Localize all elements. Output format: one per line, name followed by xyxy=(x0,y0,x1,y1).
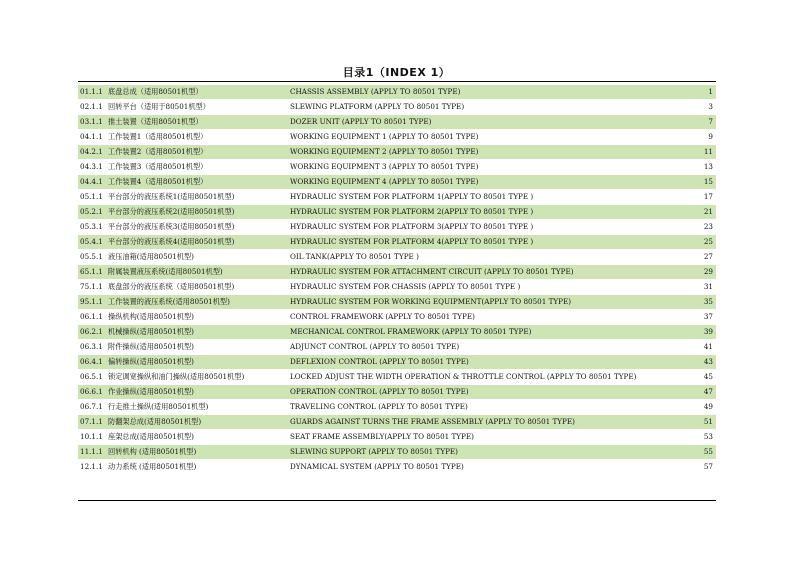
table-row[interactable] xyxy=(78,160,716,175)
entry-english-title: MECHANICAL CONTROL FRAMEWORK (APPLY TO 80501 TYPE) xyxy=(290,325,692,340)
entry-page-number: 49 xyxy=(692,400,716,415)
entry-chinese-title: 推土装置（适用80501机型） xyxy=(108,115,290,130)
entry-chinese-title: 偏转操纵(适用80501机型) xyxy=(108,355,290,370)
entry-page-number: 9 xyxy=(692,130,716,145)
table-row[interactable] xyxy=(78,310,716,325)
entry-chinese-title: 回转平台（适用于80501机型） xyxy=(108,100,290,115)
entry-page-number: 17 xyxy=(692,190,716,205)
entry-code: 04.1.1 xyxy=(78,130,108,145)
entry-english-title: WORKING EQUIPMENT 4 (APPLY TO 80501 TYPE) xyxy=(290,175,692,190)
entry-page-number: 21 xyxy=(692,205,716,220)
table-row[interactable] xyxy=(78,100,716,115)
entry-code: 06.2.1 xyxy=(78,325,108,340)
entry-chinese-title: 工作装置1（适用80501机型） xyxy=(108,130,290,145)
entry-english-title: WORKING EQUIPMENT 2 (APPLY TO 80501 TYPE) xyxy=(290,145,692,160)
entry-code: 12.1.1 xyxy=(78,460,108,475)
entry-chinese-title: 座架总成(适用80501机型) xyxy=(108,430,290,445)
entry-code: 75.1.1 xyxy=(78,280,108,295)
entry-english-title: LOCKED ADJUST THE WIDTH OPERATION & THROTTLE CONTROL (APPLY TO 80501 TYPE) xyxy=(290,370,692,385)
entry-page-number: 45 xyxy=(692,370,716,385)
entry-code: 03.1.1 xyxy=(78,115,108,130)
entry-page-number: 13 xyxy=(692,160,716,175)
entry-english-title: OIL TANK(APPLY TO 80501 TYPE ) xyxy=(290,250,692,265)
entry-code: 10.1.1 xyxy=(78,430,108,445)
table-row[interactable] xyxy=(78,430,716,445)
entry-page-number: 11 xyxy=(692,145,716,160)
entry-page-number: 3 xyxy=(692,100,716,115)
entry-code: 05.5.1 xyxy=(78,250,108,265)
table-row[interactable] xyxy=(78,340,716,355)
entry-english-title: HYDRAULIC SYSTEM FOR PLATFORM 1(APPLY TO 80501 TYPE ) xyxy=(290,190,692,205)
entry-english-title: OPERATION CONTROL (APPLY TO 80501 TYPE) xyxy=(290,385,692,400)
table-row[interactable] xyxy=(78,280,716,295)
entry-english-title: HYDRAULIC SYSTEM FOR WORKING EQUIPMENT(APPLY TO 80501 TYPE) xyxy=(290,295,692,310)
entry-chinese-title: 锁定调宽操纵和油门操纵(适用80501机型) xyxy=(108,370,290,385)
entry-chinese-title: 防翻架总成(适用80501机型) xyxy=(108,415,290,430)
entry-english-title: CHASSIS ASSEMBLY (APPLY TO 80501 TYPE) xyxy=(290,85,692,100)
entry-code: 04.2.1 xyxy=(78,145,108,160)
entry-english-title: SEAT FRAME ASSEMBLY(APPLY TO 80501 TYPE) xyxy=(290,430,692,445)
entry-code: 04.4.1 xyxy=(78,175,108,190)
bottom-divider xyxy=(78,500,716,501)
table-row[interactable] xyxy=(78,85,716,100)
entry-english-title: DEFLEXION CONTROL (APPLY TO 80501 TYPE) xyxy=(290,355,692,370)
table-row[interactable] xyxy=(78,175,716,190)
entry-chinese-title: 作业操纵(适用80501机型) xyxy=(108,385,290,400)
entry-english-title: HYDRAULIC SYSTEM FOR PLATFORM 4(APPLY TO 80501 TYPE ) xyxy=(290,235,692,250)
table-row[interactable] xyxy=(78,295,716,310)
entry-code: 05.2.1 xyxy=(78,205,108,220)
entry-english-title: HYDRAULIC SYSTEM FOR PLATFORM 2(APPLY TO 80501 TYPE ) xyxy=(290,205,692,220)
table-row[interactable] xyxy=(78,250,716,265)
entry-english-title: TRAVELING CONTROL (APPLY TO 80501 TYPE) xyxy=(290,400,692,415)
table-row[interactable] xyxy=(78,325,716,340)
entry-page-number: 55 xyxy=(692,445,716,460)
entry-chinese-title: 操纵机构(适用80501机型) xyxy=(108,310,290,325)
entry-english-title: HYDRAULIC SYSTEM FOR ATTACHMENT CIRCUIT (APPLY TO 80501 TYPE) xyxy=(290,265,692,280)
title-divider xyxy=(78,81,716,82)
entry-chinese-title: 底盘总成（适用80501机型） xyxy=(108,85,290,100)
table-row[interactable] xyxy=(78,355,716,370)
entry-english-title: HYDRAULIC SYSTEM FOR PLATFORM 3(APPLY TO 80501 TYPE ) xyxy=(290,220,692,235)
table-row[interactable] xyxy=(78,460,716,475)
entry-chinese-title: 平台部分的液压系统3(适用80501机型) xyxy=(108,220,290,235)
entry-chinese-title: 回转机构 (适用80501机型) xyxy=(108,445,290,460)
entry-chinese-title: 工作装置2（适用80501机型） xyxy=(108,145,290,160)
entry-chinese-title: 行走推土操纵(适用80501机型) xyxy=(108,400,290,415)
entry-code: 07.1.1 xyxy=(78,415,108,430)
entry-page-number: 47 xyxy=(692,385,716,400)
entry-english-title: WORKING EQUIPMENT 3 (APPLY TO 80501 TYPE) xyxy=(290,160,692,175)
entry-english-title: ADJUNCT CONTROL (APPLY TO 80501 TYPE) xyxy=(290,340,692,355)
entry-code: 06.6.1 xyxy=(78,385,108,400)
table-row[interactable] xyxy=(78,205,716,220)
entry-english-title: HYDRAULIC SYSTEM FOR CHASSIS (APPLY TO 80501 TYPE ) xyxy=(290,280,692,295)
table-row[interactable] xyxy=(78,235,716,250)
entry-code: 06.4.1 xyxy=(78,355,108,370)
table-row[interactable] xyxy=(78,385,716,400)
entry-page-number: 27 xyxy=(692,250,716,265)
entry-english-title: CONTROL FRAMEWORK (APPLY TO 80501 TYPE) xyxy=(290,310,692,325)
entry-chinese-title: 机械操纵(适用80501机型) xyxy=(108,325,290,340)
entry-code: 05.4.1 xyxy=(78,235,108,250)
entry-code: 01.1.1 xyxy=(78,85,108,100)
entry-code: 06.7.1 xyxy=(78,400,108,415)
entry-english-title: WORKING EQUIPMENT 1 (APPLY TO 80501 TYPE) xyxy=(290,130,692,145)
entry-english-title: SLEWING PLATFORM (APPLY TO 80501 TYPE) xyxy=(290,100,692,115)
entry-code: 11.1.1 xyxy=(78,445,108,460)
table-row[interactable] xyxy=(78,145,716,160)
entry-page-number: 37 xyxy=(692,310,716,325)
table-row[interactable] xyxy=(78,370,716,385)
table-row[interactable] xyxy=(78,400,716,415)
table-row[interactable] xyxy=(78,130,716,145)
entry-page-number: 41 xyxy=(692,340,716,355)
index-table xyxy=(78,85,716,475)
entry-page-number: 39 xyxy=(692,325,716,340)
entry-chinese-title: 附属装置液压系统(适用80501机型) xyxy=(108,265,290,280)
entry-page-number: 1 xyxy=(692,85,716,100)
entry-code: 04.3.1 xyxy=(78,160,108,175)
table-row[interactable] xyxy=(78,265,716,280)
entry-code: 06.1.1 xyxy=(78,310,108,325)
entry-page-number: 25 xyxy=(692,235,716,250)
entry-chinese-title: 液压油箱(适用80501机型) xyxy=(108,250,290,265)
entry-chinese-title: 平台部分的液压系统4(适用80501机型) xyxy=(108,235,290,250)
table-row[interactable] xyxy=(78,415,716,430)
table-row[interactable] xyxy=(78,115,716,130)
entry-chinese-title: 工作装置的液压系统(适用80501机型) xyxy=(108,295,290,310)
index-table-body xyxy=(78,85,716,475)
page-title: 目录1（INDEX 1） xyxy=(342,66,451,79)
entry-english-title: DOZER UNIT (APPLY TO 80501 TYPE) xyxy=(290,115,692,130)
entry-code: 05.3.1 xyxy=(78,220,108,235)
entry-page-number: 7 xyxy=(692,115,716,130)
entry-chinese-title: 平台部分的液压系统1(适用80501机型) xyxy=(108,190,290,205)
table-row[interactable] xyxy=(78,445,716,460)
entry-page-number: 57 xyxy=(692,460,716,475)
table-row[interactable] xyxy=(78,190,716,205)
table-row[interactable] xyxy=(78,220,716,235)
entry-english-title: GUARDS AGAINST TURNS THE FRAME ASSEMBLY (APPLY TO 80501 TYPE) xyxy=(290,415,692,430)
entry-chinese-title: 动力系统 (适用80501机型) xyxy=(108,460,290,475)
entry-code: 05.1.1 xyxy=(78,190,108,205)
entry-code: 65.1.1 xyxy=(78,265,108,280)
entry-page-number: 35 xyxy=(692,295,716,310)
entry-code: 06.5.1 xyxy=(78,370,108,385)
entry-chinese-title: 工作装置3（适用80501机型） xyxy=(108,160,290,175)
entry-chinese-title: 底盘部分的液压系统（适用80501机型) xyxy=(108,280,290,295)
entry-page-number: 53 xyxy=(692,430,716,445)
entry-page-number: 43 xyxy=(692,355,716,370)
entry-page-number: 31 xyxy=(692,280,716,295)
entry-code: 06.3.1 xyxy=(78,340,108,355)
entry-page-number: 29 xyxy=(692,265,716,280)
entry-page-number: 23 xyxy=(692,220,716,235)
entry-page-number: 51 xyxy=(692,415,716,430)
entry-english-title: DYNAMICAL SYSTEM (APPLY TO 80501 TYPE) xyxy=(290,460,692,475)
entry-chinese-title: 工作装置4（适用80501机型） xyxy=(108,175,290,190)
entry-page-number: 15 xyxy=(692,175,716,190)
entry-code: 02.1.1 xyxy=(78,100,108,115)
entry-chinese-title: 平台部分的液压系统2(适用80501机型) xyxy=(108,205,290,220)
entry-chinese-title: 附件操纵(适用80501机型) xyxy=(108,340,290,355)
entry-code: 95.1.1 xyxy=(78,295,108,310)
entry-english-title: SLEWING SUPPORT (APPLY TO 80501 TYPE) xyxy=(290,445,692,460)
